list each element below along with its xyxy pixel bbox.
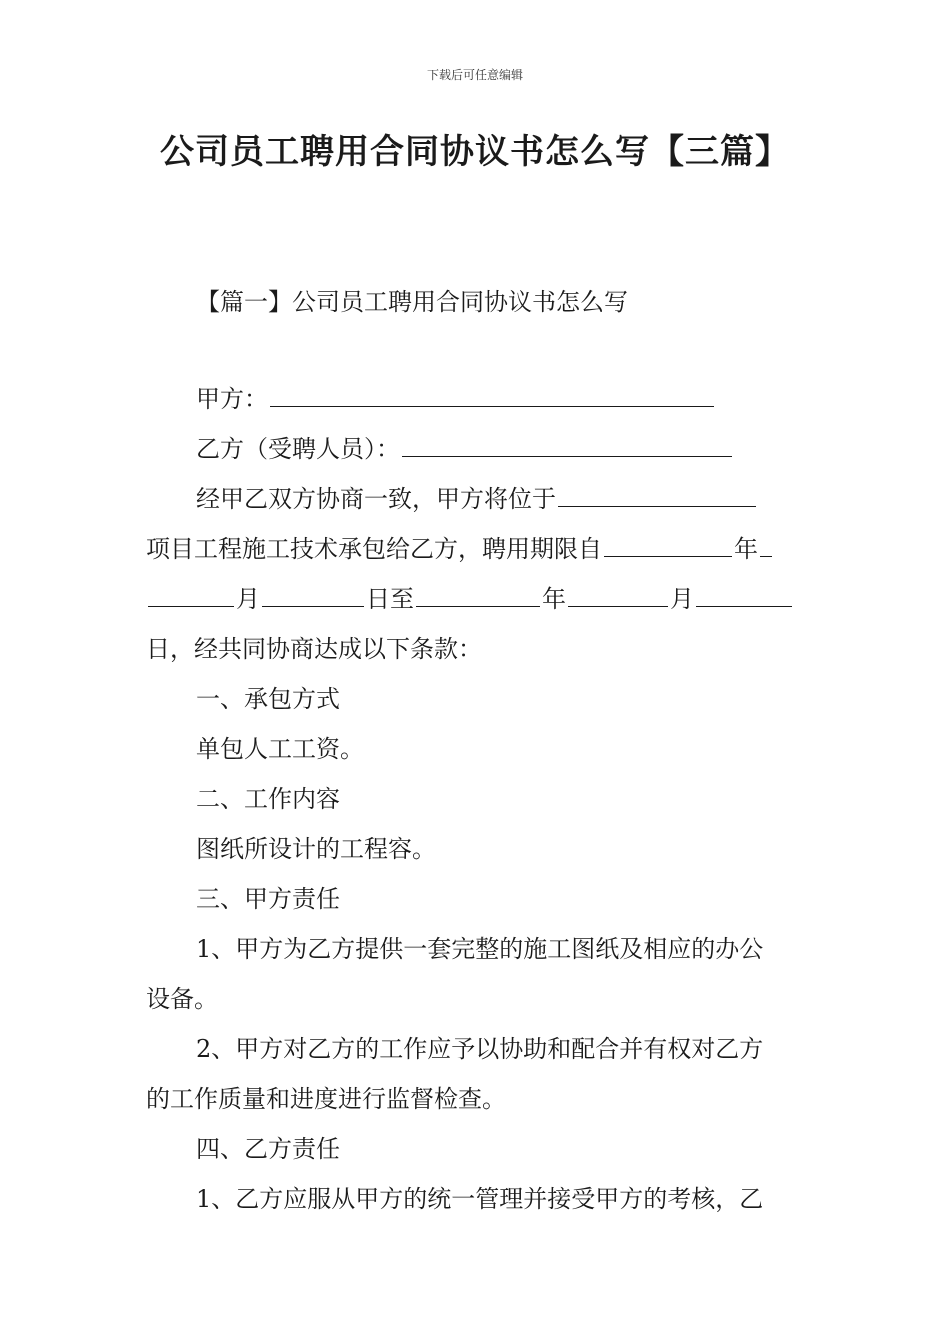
party-a-blank[interactable] xyxy=(270,384,714,407)
end-year-blank[interactable] xyxy=(416,584,540,607)
month-label: 月 xyxy=(670,585,694,613)
clause-4-title: 四、乙方责任 xyxy=(196,1135,340,1163)
day-to-label: 日至 xyxy=(366,585,414,613)
party-b-line xyxy=(196,424,734,474)
section-heading: 【篇一】公司员工聘用合同协议书怎么写 xyxy=(196,288,628,316)
year-label: 年 xyxy=(542,585,566,613)
document-title: 公司员工聘用合同协议书怎么写【三篇】 xyxy=(160,132,790,172)
party-b-label: 乙方（受聘人员）： xyxy=(196,435,400,463)
header-note: 下载后可任意编辑 xyxy=(426,68,523,82)
start-month-blank-b[interactable] xyxy=(148,584,234,607)
clause-3-item-2b: 的工作质量和进度进行监督检查。 xyxy=(146,1085,506,1113)
intro-text: 经甲乙双方协商一致，甲方将位于 xyxy=(196,485,556,513)
party-a-line xyxy=(196,374,716,424)
clause-1-title: 一、承包方式 xyxy=(196,685,340,713)
clause-4-item-1a: 1、乙方应服从甲方的统一管理并接受甲方的考核，乙 xyxy=(196,1185,764,1213)
clause-3-item-1b: 设备。 xyxy=(146,985,218,1013)
location-blank[interactable] xyxy=(558,484,756,507)
clause-2-body: 图纸所设计的工程容。 xyxy=(196,835,436,863)
clause-3-title: 三、甲方责任 xyxy=(196,885,340,913)
start-month-blank-a[interactable] xyxy=(760,534,772,557)
intro-line-1 xyxy=(196,474,758,524)
end-month-blank[interactable] xyxy=(568,584,668,607)
start-day-blank[interactable] xyxy=(262,584,364,607)
clause-1-body: 单包人工工资。 xyxy=(196,735,364,763)
clause-2-title: 二、工作内容 xyxy=(196,785,340,813)
intro-line-2 xyxy=(146,524,774,574)
party-a-label: 甲方： xyxy=(196,385,268,413)
clause-3-item-1a: 1、甲方为乙方提供一套完整的施工图纸及相应的办公 xyxy=(196,935,764,963)
end-day-blank[interactable] xyxy=(696,584,792,607)
intro-line-4: 日，经共同协商达成以下条款： xyxy=(146,635,482,663)
intro-text: 项目工程施工技术承包给乙方，聘用期限自 xyxy=(146,535,602,563)
start-year-blank[interactable] xyxy=(604,534,732,557)
year-label: 年 xyxy=(734,535,758,563)
clause-3-item-2a: 2、甲方对乙方的工作应予以协助和配合并有权对乙方 xyxy=(196,1035,764,1063)
month-label: 月 xyxy=(236,585,260,613)
party-b-blank[interactable] xyxy=(402,434,732,457)
contract-body xyxy=(146,374,810,1234)
intro-line-3 xyxy=(146,574,794,624)
